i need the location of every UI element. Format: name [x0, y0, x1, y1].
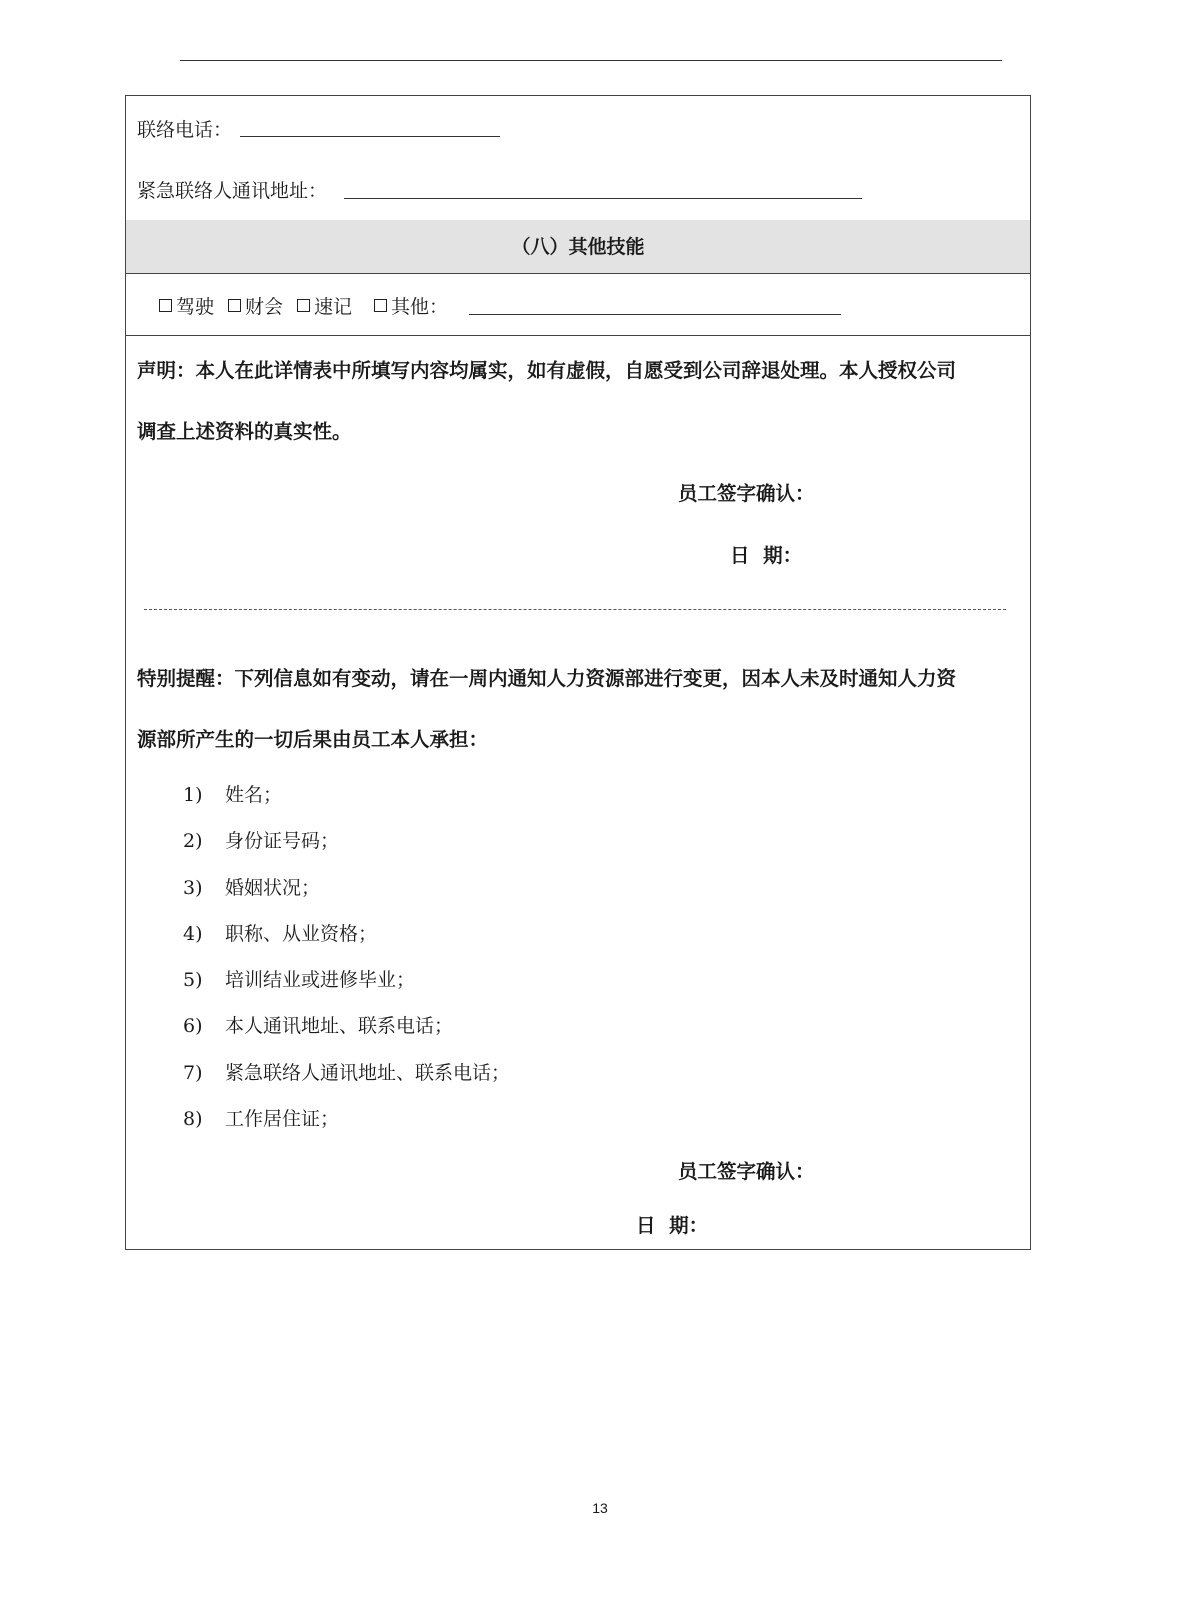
divider: [126, 273, 1030, 274]
checkbox-label: 其他：: [391, 296, 449, 318]
checkbox-icon: [228, 299, 241, 312]
divider: [126, 335, 1030, 336]
header-rule: [180, 60, 1002, 61]
reminder-line-2: 源部所产生的一切后果由员工本人承担：: [137, 728, 489, 751]
list-item: [183, 965, 415, 992]
checkbox-icon: [374, 299, 387, 312]
emergency-address-label: 紧急联络人通讯地址：: [137, 180, 328, 202]
checkbox-accounting[interactable]: [228, 292, 283, 319]
checkbox-icon: [297, 299, 310, 312]
checkbox-label: 速记: [314, 296, 353, 318]
signature-label: 员工签字确认：: [678, 482, 815, 505]
item-text: 本人通讯地址、联系电话；: [225, 1015, 454, 1037]
phone-field[interactable]: [240, 136, 500, 137]
item-text: 身份证号码；: [225, 830, 340, 852]
item-number: 4): [183, 923, 203, 945]
item-number: 2): [183, 830, 203, 852]
checkbox-icon: [159, 299, 172, 312]
date-label: 日 期：: [636, 1214, 709, 1237]
list-item: [183, 826, 339, 853]
signature-label: 员工签字确认：: [678, 1160, 815, 1183]
skills-options: [159, 292, 462, 319]
list-item: [183, 873, 320, 900]
item-number: 5): [183, 969, 203, 991]
item-number: 7): [183, 1062, 203, 1084]
item-text: 紧急联络人通讯地址、联系电话；: [225, 1062, 511, 1084]
reminder-line-1: 特别提醒：下列信息如有变动，请在一周内通知人力资源部进行变更，因本人未及时通知人力资: [137, 667, 957, 690]
other-skill-field[interactable]: [469, 314, 841, 315]
declaration-line-1: 声明：本人在此详情表中所填写内容均属实，如有虚假，自愿受到公司辞退处理。本人授权公司: [137, 359, 957, 382]
checkbox-other[interactable]: [374, 292, 448, 319]
checkbox-label: 财会: [245, 296, 284, 318]
employee-info-form: [125, 95, 1031, 1250]
phone-label: 联络电话：: [137, 119, 233, 141]
item-number: 8): [183, 1108, 203, 1130]
declaration-line-2: 调查上述资料的真实性。: [137, 420, 352, 443]
list-item: [183, 1104, 339, 1131]
item-number: 3): [183, 877, 203, 899]
item-text: 婚姻状况；: [225, 877, 321, 899]
item-text: 姓名；: [225, 784, 283, 806]
list-item: [183, 780, 282, 807]
item-number: 6): [183, 1015, 203, 1037]
section-title: （八）其他技能: [511, 236, 645, 258]
item-text: 培训结业或进修毕业；: [225, 969, 416, 991]
checkbox-label: 驾驶: [176, 296, 215, 318]
checkbox-driving[interactable]: [159, 292, 214, 319]
item-number: 1): [183, 784, 203, 806]
checkbox-shorthand[interactable]: [297, 292, 352, 319]
emergency-address-field[interactable]: [344, 198, 862, 199]
dashed-separator: [144, 609, 1006, 610]
item-text: 工作居住证；: [225, 1108, 340, 1130]
page-number: 13: [592, 1500, 608, 1516]
list-item: [183, 1011, 453, 1038]
list-item: [183, 919, 377, 946]
date-label: 日 期：: [730, 544, 803, 567]
item-text: 职称、从业资格；: [225, 923, 378, 945]
list-item: [183, 1058, 510, 1085]
